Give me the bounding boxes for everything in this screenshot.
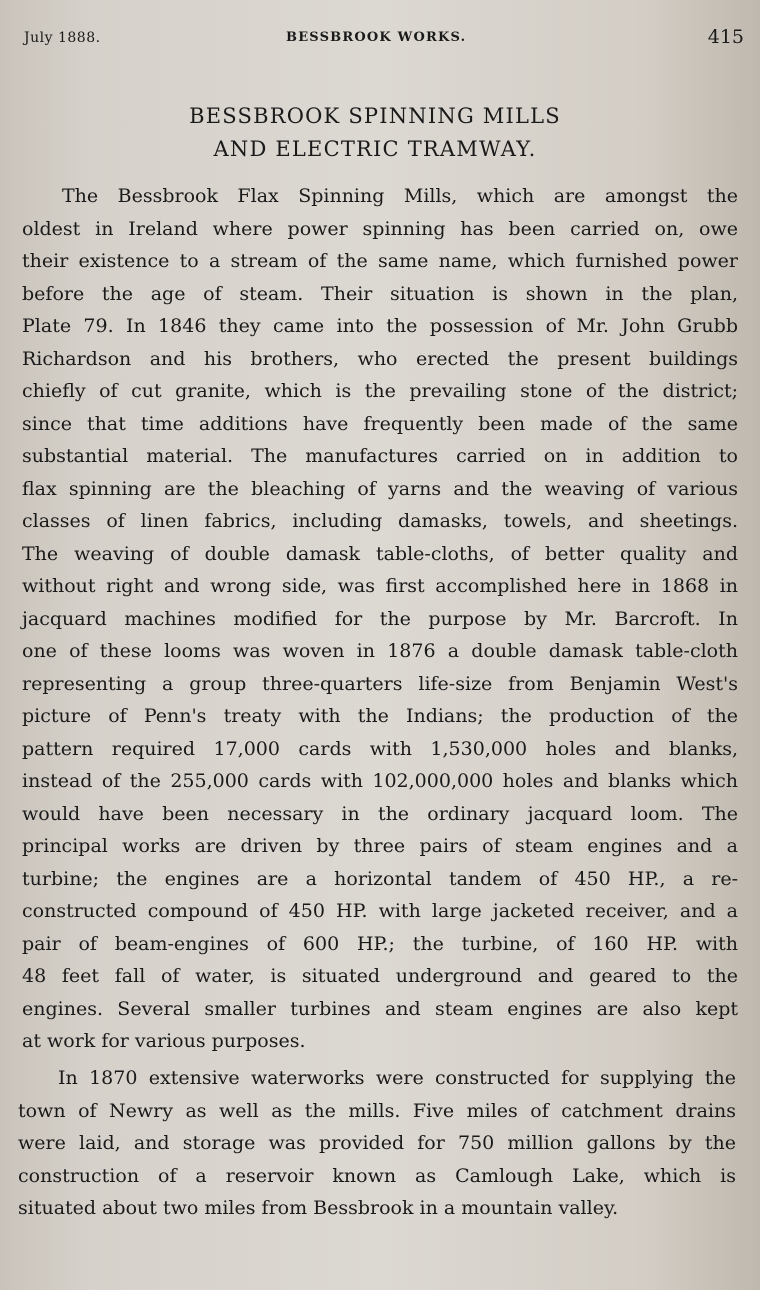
- text-line: classes of linen fabrics, including damasks, towels, and sheetings.: [22, 510, 738, 532]
- text-line: since that time additions have frequently been made of the same: [22, 412, 738, 435]
- text-line: turbine; the engines are a horizontal tandem of 450 HP., a re-: [22, 867, 738, 890]
- text-line: The weaving of double damask table-cloths, of better quality and: [22, 542, 738, 565]
- text-line: were laid, and storage was provided for 750 million gallons by the: [18, 1132, 736, 1154]
- article-title: [0, 100, 760, 166]
- text-line: pair of beam-engines of 600 HP.; the turbine, of 160 HP. with: [22, 932, 738, 955]
- text-line: engines. Several smaller turbines and steam engines are also kept: [22, 997, 738, 1020]
- text-line: town of Newry as well as the mills. Five miles of catchment drains: [18, 1099, 736, 1122]
- text-line: situated about two miles from Bessbrook in a mountain valley.: [18, 1197, 619, 1219]
- text-line: representing a group three-quarters life-size from Benjamin West's: [22, 672, 738, 695]
- text-line: Richardson and his brothers, who erected the present buildings: [22, 347, 738, 370]
- page-number: 415: [707, 26, 744, 48]
- text-line: 48 feet fall of water, is situated underground and geared to the: [22, 965, 738, 987]
- text-line: jacquard machines modified for the purpose by Mr. Barcroft. In: [22, 607, 738, 630]
- text-line: principal works are driven by three pairs of steam engines and a: [22, 835, 738, 857]
- title-line-2: AND ELECTRIC TRAMWAY.: [213, 137, 537, 161]
- text-line: chiefly of cut granite, which is the prevailing stone of the district;: [22, 380, 738, 402]
- text-line: flax spinning are the bleaching of yarns and the weaving of various: [22, 477, 738, 500]
- running-head-title: BESSBROOK WORKS.: [286, 30, 467, 45]
- text-line: construction of a reservoir known as Camlough Lake, which is: [18, 1164, 736, 1187]
- text-line: constructed compound of 450 HP. with large jacketed receiver, and a: [22, 900, 738, 922]
- text-line: picture of Penn's treaty with the Indians; the production of the: [22, 705, 738, 727]
- text-line: before the age of steam. Their situation is shown in the plan,: [22, 282, 738, 305]
- text-line: would have been necessary in the ordinary jacquard loom. The: [22, 802, 738, 825]
- running-head-date: July 1888.: [24, 30, 101, 46]
- running-head: [24, 28, 744, 52]
- text-line: one of these looms was woven in 1876 a double damask table-cloth: [22, 640, 738, 662]
- text-line: The Bessbrook Flax Spinning Mills, which are amongst the: [62, 185, 738, 207]
- text-line: at work for various purposes.: [22, 1030, 306, 1052]
- text-line: oldest in Ireland where power spinning has been carried on, owe: [22, 217, 738, 240]
- text-line: instead of the 255,000 cards with 102,000,000 holes and blanks which: [22, 770, 738, 792]
- text-line: In 1870 extensive waterworks were constructed for supplying the: [58, 1067, 736, 1089]
- text-line: pattern required 17,000 cards with 1,530,000 holes and blanks,: [22, 737, 738, 760]
- text-line: Plate 79. In 1846 they came into the possession of Mr. John Grubb: [22, 315, 738, 337]
- paragraph-2: [18, 1062, 736, 1225]
- text-line: substantial material. The manufactures carried on in addition to: [22, 445, 738, 467]
- text-line: without right and wrong side, was first accomplished here in 1868 in: [22, 575, 738, 597]
- title-line-1: BESSBROOK SPINNING MILLS: [189, 104, 561, 128]
- paragraph-1: [22, 180, 738, 1058]
- text-line: their existence to a stream of the same name, which furnished power: [22, 250, 738, 272]
